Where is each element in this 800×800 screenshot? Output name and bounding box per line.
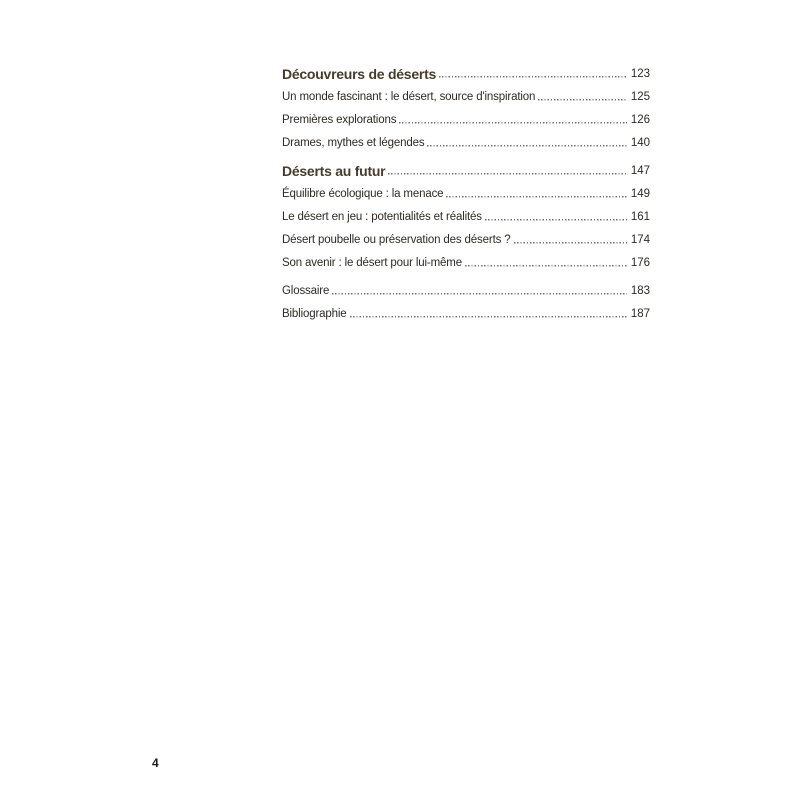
toc-heading-row — [282, 159, 650, 182]
toc-entry-label: Drames, mythes et légendes — [282, 136, 425, 149]
toc-heading-row — [282, 62, 650, 85]
toc-entry-page-number: 176 — [630, 256, 650, 269]
toc-entry-page-number: 187 — [630, 307, 650, 320]
toc-entry-row — [282, 131, 650, 154]
dot-leader — [427, 139, 626, 147]
toc-heading-label: Déserts au futur — [282, 162, 386, 179]
toc-entry-page-number: 126 — [630, 113, 650, 126]
dot-leader — [538, 93, 627, 101]
dot-leader — [465, 259, 627, 267]
toc-entry-page-number: 140 — [630, 136, 650, 149]
toc-entry-row — [282, 228, 650, 251]
toc-entry-row — [282, 279, 650, 302]
dot-leader — [388, 167, 626, 175]
toc-entry-page-number: 174 — [630, 233, 650, 246]
toc-entry-label: Un monde fascinant : le désert, source d'inspiration — [282, 90, 536, 103]
dot-leader — [332, 287, 627, 295]
toc-heading-page-number: 123 — [630, 67, 650, 80]
toc-entry-row — [282, 182, 650, 205]
toc-entry-label: Désert poubelle ou préservation des déserts ? — [282, 233, 511, 246]
toc-entry-label: Glossaire — [282, 284, 330, 297]
dot-leader — [439, 70, 627, 78]
folio-page-number: 4 — [152, 756, 159, 770]
toc-entry-label: Premières explorations — [282, 113, 397, 126]
toc-entry-row — [282, 85, 650, 108]
toc-heading-label: Découvreurs de déserts — [282, 65, 437, 82]
toc-entry-row — [282, 205, 650, 228]
toc-entry-row — [282, 302, 650, 325]
dot-leader — [399, 116, 627, 124]
dot-leader — [350, 310, 627, 318]
toc-entry-label: Le désert en jeu : potentialités et réalités — [282, 210, 482, 223]
toc-entry-label: Équilibre écologique : la menace — [282, 187, 444, 200]
dot-leader — [514, 236, 627, 244]
dot-leader — [485, 213, 627, 221]
toc-entry-page-number: 161 — [630, 210, 650, 223]
dot-leader — [446, 190, 626, 198]
toc-entry-page-number: 183 — [630, 284, 650, 297]
toc-entry-label: Son avenir : le désert pour lui-même — [282, 256, 462, 269]
table-of-contents — [282, 62, 650, 325]
toc-heading-page-number: 147 — [630, 164, 650, 177]
toc-entry-row — [282, 251, 650, 274]
toc-entry-page-number: 149 — [630, 187, 650, 200]
toc-entry-row — [282, 108, 650, 131]
toc-entry-label: Bibliographie — [282, 307, 347, 320]
toc-entry-page-number: 125 — [630, 90, 650, 103]
